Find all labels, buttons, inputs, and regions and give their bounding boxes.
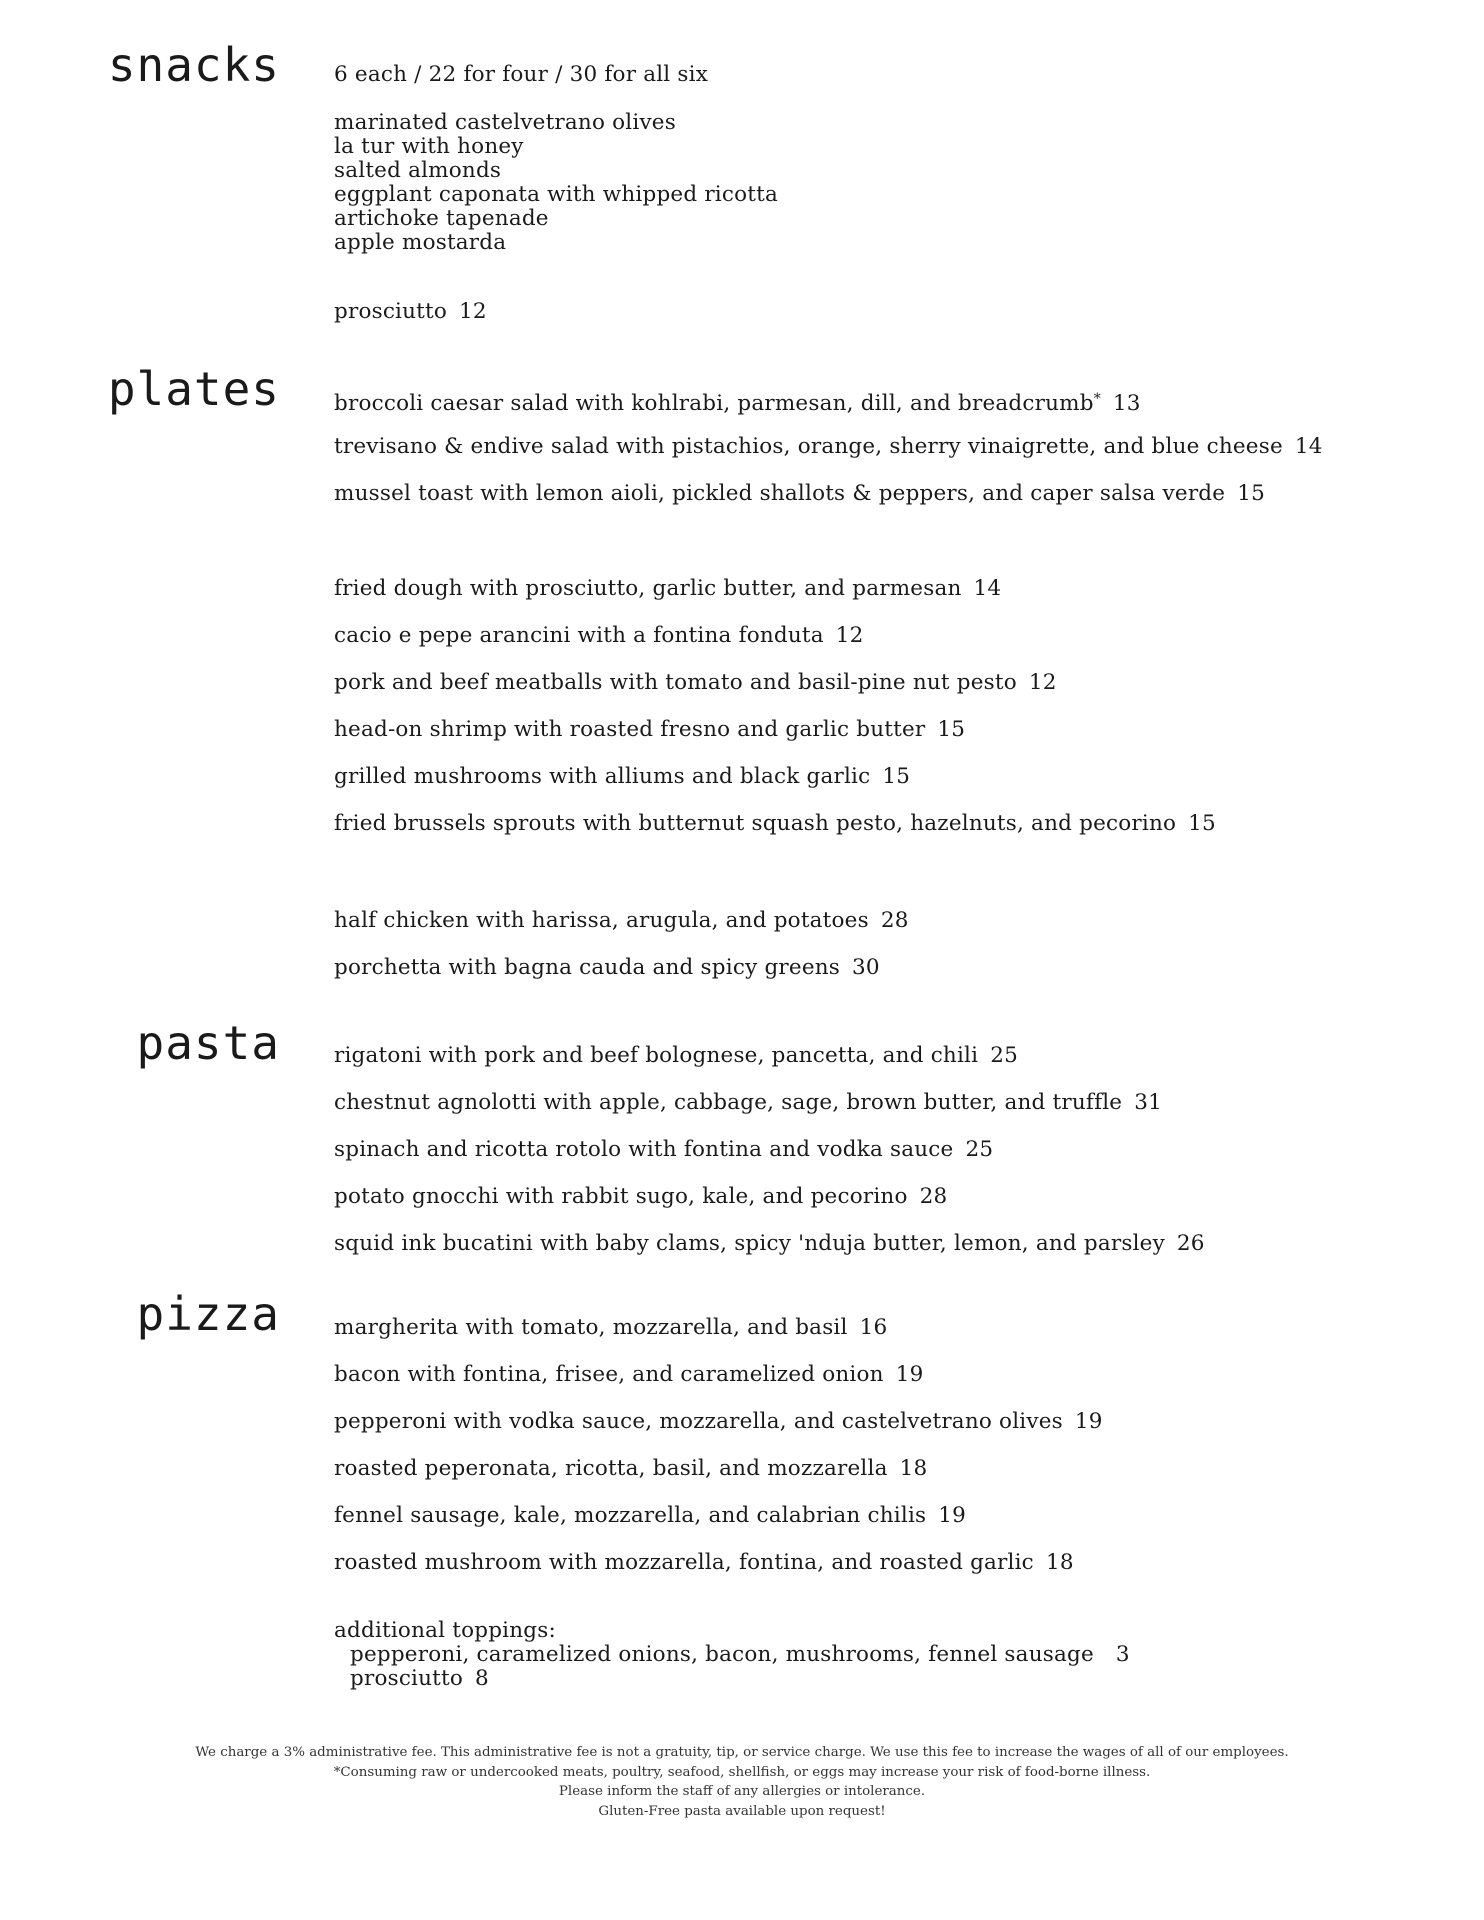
menu-item-price: 16 [859, 1315, 888, 1340]
snacks-block [334, 63, 778, 255]
menu-item-price: 14 [1294, 434, 1323, 459]
plates-group-2 [334, 565, 1216, 847]
menu-item-name: potato gnocchi with rabbit sugo, kale, and pecorino [334, 1184, 908, 1209]
pizza-block [334, 1304, 1103, 1586]
menu-item-price: 15 [882, 764, 911, 789]
menu-item [334, 1539, 1103, 1586]
menu-item [334, 944, 909, 991]
menu-item-name: head-on shrimp with roasted fresno and garlic butter [334, 717, 926, 742]
menu-item-name: mussel toast with lemon aioli, pickled shallots & peppers, and caper salsa verde [334, 481, 1226, 506]
topping-line [334, 1643, 1130, 1667]
menu-item-name: squid ink bucatini with baby clams, spicy 'nduja butter, lemon, and parsley [334, 1231, 1165, 1256]
menu-item-price: 28 [919, 1184, 948, 1209]
footnote-mark: * [1093, 391, 1101, 407]
menu-item [334, 659, 1216, 706]
menu-item [334, 1079, 1205, 1126]
menu-item [334, 376, 1323, 423]
menu-item-price: 19 [1074, 1409, 1103, 1434]
snacks-extra [334, 300, 487, 324]
menu-item [334, 800, 1216, 847]
menu-item [334, 1032, 1205, 1079]
menu-item-price: 25 [965, 1137, 994, 1162]
menu-item-price: 18 [1045, 1550, 1074, 1575]
menu-item: la tur with honey [334, 134, 524, 159]
menu-item-price: 13 [1112, 391, 1141, 416]
menu-item-name: margherita with tomato, mozzarella, and basil [334, 1315, 848, 1340]
section-title-pasta: pasta [136, 1016, 280, 1070]
footer-fee-note: We charge a 3% administrative fee. This administrative fee is not a gratuity, tip, or service charge. We use this fee to increase the wages of all of our employees. [195, 1745, 1289, 1760]
topping-name: pepperoni, caramelized onions, bacon, mushrooms, fennel sausage [350, 1642, 1094, 1667]
topping-line [334, 1667, 1130, 1691]
menu-item-name: rigatoni with pork and beef bolognese, pancetta, and chili [334, 1043, 979, 1068]
footer-notes [0, 1743, 1484, 1821]
menu-item-name: porchetta with bagna cauda and spicy greens [334, 955, 841, 980]
menu-item [334, 1304, 1103, 1351]
menu-item-price: 12 [1028, 670, 1057, 695]
menu-item-name: spinach and ricotta rotolo with fontina and vodka sauce [334, 1137, 954, 1162]
menu-item [334, 612, 1216, 659]
plates-group-3 [334, 897, 909, 991]
menu-item [334, 1492, 1103, 1539]
menu-item-name: bacon with fontina, frisee, and caramelized onion [334, 1362, 884, 1387]
menu-item-name: roasted peperonata, ricotta, basil, and mozzarella [334, 1456, 888, 1481]
menu-item-price: 28 [880, 908, 909, 933]
menu-item-price: 15 [1237, 481, 1265, 506]
menu-item [334, 423, 1323, 470]
menu-item: salted almonds [334, 158, 502, 183]
menu-item-price: 15 [1188, 811, 1216, 836]
menu-item-name: fried brussels sprouts with butternut squash pesto, hazelnuts, and pecorino [334, 811, 1177, 836]
menu-item-name: broccoli caesar salad with kohlrabi, parmesan, dill, and breadcrumb [334, 391, 1094, 416]
menu-item: apple mostarda [334, 230, 507, 255]
menu-item-price: 12 [459, 299, 487, 324]
menu-item-price: 14 [973, 576, 1002, 601]
menu-item [334, 1220, 1205, 1267]
menu-item [334, 1445, 1103, 1492]
menu-item [334, 706, 1216, 753]
menu-item-price: 25 [990, 1043, 1018, 1068]
snacks-pricing: 6 each / 22 for four / 30 for all six [334, 62, 709, 87]
menu-item [334, 1398, 1103, 1445]
pizza-toppings [334, 1619, 1130, 1691]
menu-item-name: roasted mushroom with mozzarella, fontina, and roasted garlic [334, 1550, 1034, 1575]
menu-item [334, 1126, 1205, 1173]
footer-allergy-note: Please inform the staff of any allergies or intolerance. [558, 1784, 926, 1799]
section-title-plates: plates [107, 362, 280, 416]
topping-name: prosciutto [350, 1666, 464, 1691]
footer-gluten-free-note: Gluten-Free pasta available upon request! [598, 1803, 886, 1819]
menu-item-price: 15 [937, 717, 966, 742]
menu-item-name: trevisano & endive salad with pistachios, orange, sherry vinaigrette, and blue cheese [334, 434, 1283, 459]
menu-item-price: 19 [938, 1503, 967, 1528]
footer-raw-warning: *Consuming raw or undercooked meats, poultry, seafood, shellfish, or eggs may increase your risk of food-borne illness. [333, 1764, 1151, 1780]
menu-item-price: 31 [1134, 1090, 1162, 1115]
section-title-pizza: pizza [136, 1287, 280, 1341]
menu-item [334, 470, 1323, 517]
menu-item [334, 1173, 1205, 1220]
menu-item-name: fennel sausage, kale, mozzarella, and calabrian chilis [334, 1503, 927, 1528]
topping-price: 8 [475, 1666, 489, 1691]
topping-price: 3 [1115, 1642, 1130, 1667]
toppings-label: additional toppings: [334, 1618, 556, 1643]
section-title-snacks: snacks [107, 38, 280, 92]
menu-item-price: 19 [895, 1362, 924, 1387]
menu-item-price: 30 [852, 955, 880, 980]
menu-item [334, 565, 1216, 612]
menu-item: artichoke tapenade [334, 206, 549, 231]
menu-item: eggplant caponata with whipped ricotta [334, 182, 778, 207]
menu-item [334, 753, 1216, 800]
menu-item-name: half chicken with harissa, arugula, and potatoes [334, 908, 869, 933]
menu-item [334, 1351, 1103, 1398]
menu-item [334, 897, 909, 944]
menu-item-price: 18 [899, 1456, 928, 1481]
menu-item-name: pork and beef meatballs with tomato and basil-pine nut pesto [334, 670, 1017, 695]
menu-item-name: fried dough with prosciutto, garlic butter, and parmesan [334, 576, 962, 601]
menu-item: marinated castelvetrano olives [334, 110, 676, 135]
menu-item-price: 12 [835, 623, 864, 648]
menu-item-name: chestnut agnolotti with apple, cabbage, sage, brown butter, and truffle [334, 1090, 1123, 1115]
menu-item-name: cacio e pepe arancini with a fontina fonduta [334, 623, 824, 648]
menu-item-price: 26 [1176, 1231, 1205, 1256]
plates-group-1 [334, 376, 1323, 517]
menu-item-name: grilled mushrooms with alliums and black garlic [334, 764, 871, 789]
menu-item-name: prosciutto [334, 299, 448, 324]
menu-item-name: pepperoni with vodka sauce, mozzarella, and castelvetrano olives [334, 1409, 1063, 1434]
pasta-block [334, 1032, 1205, 1267]
